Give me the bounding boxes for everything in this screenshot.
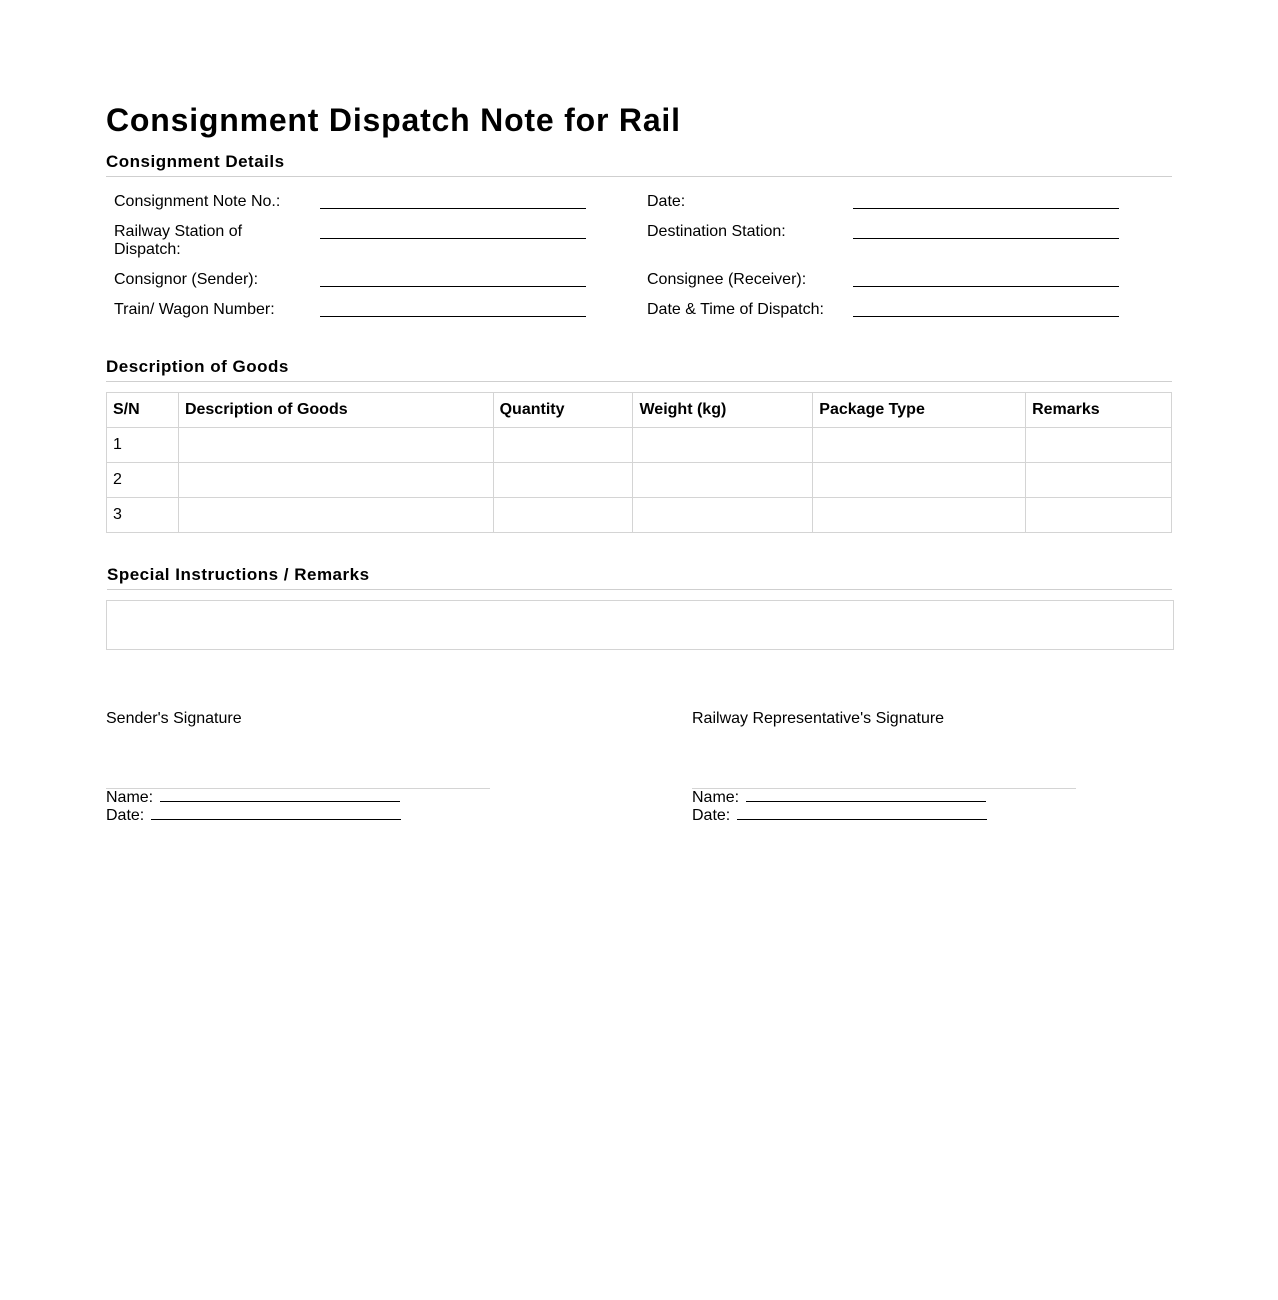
railway-representative-signature-label: Railway Representative's Signature xyxy=(692,710,945,727)
railway-name-field[interactable] xyxy=(746,789,986,802)
destination-station-field[interactable] xyxy=(853,238,1119,239)
table-cell-package-type[interactable] xyxy=(813,463,1026,498)
sender-date-field[interactable] xyxy=(151,807,401,820)
table-cell-weight[interactable] xyxy=(633,498,813,533)
table-cell-weight[interactable] xyxy=(633,428,813,463)
column-header-description: Description of Goods xyxy=(178,393,493,428)
railway-date-label: Date: xyxy=(692,807,731,824)
table-cell-sn: 3 xyxy=(107,498,179,533)
column-header-sn: S/N xyxy=(107,393,179,428)
table-cell-remarks[interactable] xyxy=(1026,428,1172,463)
table-header-row xyxy=(107,393,1172,428)
railway-name-label: Name: xyxy=(692,789,740,806)
table-cell-weight[interactable] xyxy=(633,463,813,498)
sender-date-label: Date: xyxy=(106,807,145,824)
railway-date-row xyxy=(692,807,987,825)
document-title: Consignment Dispatch Note for Rail xyxy=(106,102,681,138)
railway-station-of-dispatch-field[interactable] xyxy=(320,238,586,239)
date-field[interactable] xyxy=(853,208,1119,209)
consignee-label: Consignee (Receiver): xyxy=(647,271,807,288)
railway-station-of-dispatch-label: Railway Station of Dispatch: xyxy=(114,223,243,258)
column-header-remarks: Remarks xyxy=(1026,393,1172,428)
column-header-quantity: Quantity xyxy=(493,393,633,428)
table-row xyxy=(107,498,1172,533)
consignee-field[interactable] xyxy=(853,286,1119,287)
sender-signature-label: Sender's Signature xyxy=(106,710,242,727)
table-row xyxy=(107,428,1172,463)
consignor-field[interactable] xyxy=(320,286,586,287)
consignment-note-no-field[interactable] xyxy=(320,208,586,209)
sender-name-row xyxy=(106,789,400,807)
table-cell-remarks[interactable] xyxy=(1026,498,1172,533)
railway-name-row xyxy=(692,789,986,807)
column-header-weight: Weight (kg) xyxy=(633,393,813,428)
consignor-label: Consignor (Sender): xyxy=(114,271,259,288)
railway-date-field[interactable] xyxy=(737,807,987,820)
section-heading-special-instructions: Special Instructions / Remarks xyxy=(107,565,1172,590)
table-cell-package-type[interactable] xyxy=(813,498,1026,533)
sender-name-label: Name: xyxy=(106,789,154,806)
train-wagon-number-field[interactable] xyxy=(320,316,586,317)
destination-station-label: Destination Station: xyxy=(647,223,786,240)
table-row xyxy=(107,463,1172,498)
table-cell-quantity[interactable] xyxy=(493,428,633,463)
table-cell-sn: 1 xyxy=(107,428,179,463)
consignment-note-no-label: Consignment Note No.: xyxy=(114,193,281,210)
table-cell-description[interactable] xyxy=(178,428,493,463)
table-cell-sn: 2 xyxy=(107,463,179,498)
table-cell-description[interactable] xyxy=(178,463,493,498)
section-heading-description-of-goods: Description of Goods xyxy=(106,357,1172,382)
date-time-of-dispatch-field[interactable] xyxy=(853,316,1119,317)
table-cell-remarks[interactable] xyxy=(1026,463,1172,498)
sender-date-row xyxy=(106,807,401,825)
table-cell-description[interactable] xyxy=(178,498,493,533)
table-cell-quantity[interactable] xyxy=(493,463,633,498)
table-cell-quantity[interactable] xyxy=(493,498,633,533)
train-wagon-number-label: Train/ Wagon Number: xyxy=(114,301,275,318)
sender-name-field[interactable] xyxy=(160,789,400,802)
section-heading-consignment-details: Consignment Details xyxy=(106,152,1172,177)
special-instructions-box[interactable] xyxy=(106,600,1174,650)
date-label: Date: xyxy=(647,193,686,210)
goods-table xyxy=(106,392,1172,533)
date-time-of-dispatch-label: Date & Time of Dispatch: xyxy=(647,301,824,318)
table-cell-package-type[interactable] xyxy=(813,428,1026,463)
column-header-package-type: Package Type xyxy=(813,393,1026,428)
